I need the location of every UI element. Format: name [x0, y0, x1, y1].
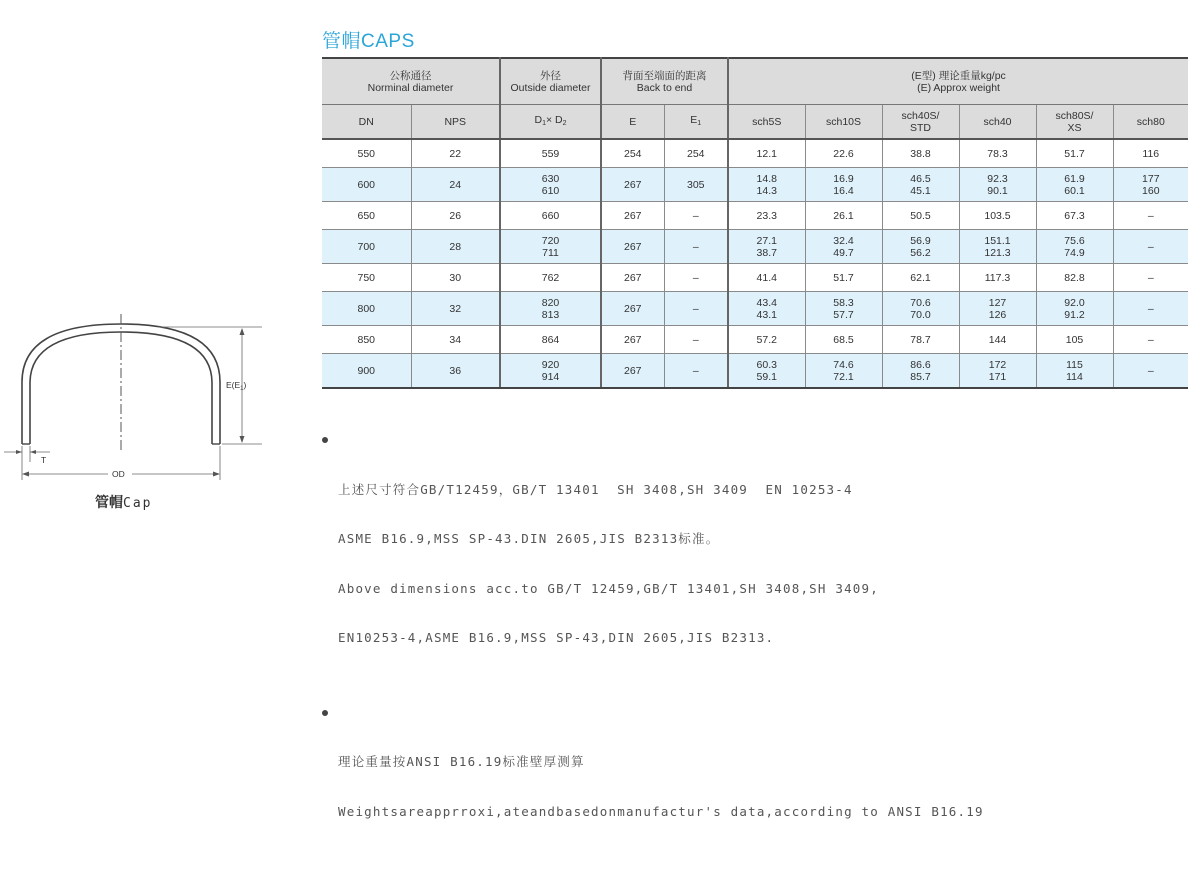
cell-e1-value: –: [692, 209, 699, 222]
cell-s5: [728, 292, 805, 326]
cell-nps-value: 26: [449, 209, 462, 222]
cell-od-value: 820: [541, 296, 560, 309]
cell-e-value: 267: [623, 333, 642, 346]
cell-e1: [664, 230, 728, 264]
cell-s80s: [1036, 230, 1113, 264]
cell-nps-value: 30: [449, 271, 462, 284]
table-row: [322, 168, 1188, 202]
cell-s80s: [1036, 168, 1113, 202]
cell-s80s: [1036, 326, 1113, 354]
cell-od: [500, 139, 601, 168]
d1-d2-header: [500, 105, 601, 140]
cell-dn: [322, 292, 411, 326]
cell-e1: [664, 168, 728, 202]
cell-s80s-value: 105: [1065, 333, 1084, 346]
cell-od-value: 559: [541, 147, 560, 160]
cell-s5-value: 41.4: [756, 271, 777, 284]
od-en: Outside diameter: [510, 81, 591, 94]
cell-od-value: 630: [541, 172, 560, 185]
e1-main: E: [690, 113, 698, 126]
cell-dn-value: 800: [357, 302, 376, 315]
table-row: [322, 139, 1188, 168]
cell-s40-value: 78.3: [987, 147, 1008, 160]
cell-nps-value: 22: [449, 147, 462, 160]
cell-e-value: 267: [623, 240, 642, 253]
cell-nps: [411, 292, 500, 326]
cell-dn: [322, 230, 411, 264]
cell-s80s: [1036, 354, 1113, 389]
cell-s5-value: 14.8: [756, 172, 777, 185]
cell-e1: [664, 326, 728, 354]
sch80s-header: [1036, 105, 1113, 140]
cell-s10: [805, 202, 882, 230]
cell-s5-value-2: 38.7: [756, 246, 777, 259]
cell-s40s-value: 62.1: [910, 271, 931, 284]
note2-line2: Weightsareapprroxi,ateandbasedonmanufactur's data,according to ANSI B16.19: [338, 803, 984, 819]
outside-diameter-header: [500, 58, 601, 105]
cell-s40s: [882, 168, 959, 202]
sch40s-a: sch40S/: [901, 109, 940, 122]
approx-weight-header: [728, 58, 1188, 105]
cell-e: [601, 230, 664, 264]
nominal-en: Norminal diameter: [367, 81, 454, 94]
cell-nps-value: 24: [449, 178, 462, 191]
cell-s40s: [882, 354, 959, 389]
cell-s80-value: –: [1147, 209, 1154, 222]
caption-en: Cap: [123, 496, 153, 511]
cell-s40-value-2: 121.3: [984, 246, 1011, 259]
cell-s10: [805, 230, 882, 264]
note-standards: [322, 432, 984, 680]
cell-s5-value-2: 43.1: [756, 308, 777, 321]
cell-s80-value: –: [1147, 240, 1154, 253]
cell-nps: [411, 264, 500, 292]
od-cn: 外径: [540, 69, 561, 82]
cell-s40-value: 172: [988, 358, 1007, 371]
sch80-header: sch80: [1113, 105, 1188, 140]
cell-e1-value: 254: [686, 147, 705, 160]
cell-s80: [1113, 264, 1188, 292]
table-body: [322, 139, 1188, 388]
cell-e: [601, 168, 664, 202]
cell-dn-value: 650: [357, 209, 376, 222]
cell-s40-value-2: 90.1: [987, 184, 1008, 197]
cell-s40s-value: 50.5: [910, 209, 931, 222]
bullet-icon: [322, 437, 328, 443]
sch80s-a: sch80S/: [1055, 109, 1094, 122]
sch80s-b: XS: [1067, 121, 1082, 134]
cell-od: [500, 264, 601, 292]
cell-od-value: 864: [541, 333, 560, 346]
cell-s80s-value: 75.6: [1064, 234, 1085, 247]
cell-s10: [805, 139, 882, 168]
nominal-diameter-header: [322, 58, 500, 105]
cell-s10-value-2: 16.4: [833, 184, 854, 197]
cell-s40s-value: 78.7: [910, 333, 931, 346]
cell-s80s-value-2: 60.1: [1064, 184, 1085, 197]
cell-dn-value: 600: [357, 178, 376, 191]
cell-s80s-value: 92.0: [1064, 296, 1085, 309]
cell-s5-value-2: 59.1: [756, 370, 777, 383]
cell-s40-value: 127: [988, 296, 1007, 309]
table-row: [322, 292, 1188, 326]
cell-s80s-value: 67.3: [1064, 209, 1085, 222]
cell-s10: [805, 326, 882, 354]
cell-e-value: 267: [623, 178, 642, 191]
cell-s10: [805, 292, 882, 326]
cell-s40s: [882, 326, 959, 354]
e1-header: [664, 105, 728, 140]
cell-e1: [664, 292, 728, 326]
back-cn: 背面至端面的距离: [622, 69, 707, 82]
cell-s80s: [1036, 139, 1113, 168]
cell-nps-value: 32: [449, 302, 462, 315]
cap-drawing: [0, 310, 280, 490]
cell-e1-value: –: [692, 364, 699, 377]
cell-s80s-value: 61.9: [1064, 172, 1085, 185]
cell-s10-value-2: 72.1: [833, 370, 854, 383]
cell-s5-value-2: 14.3: [756, 184, 777, 197]
cell-s10: [805, 354, 882, 389]
cell-s40s-value: 70.6: [910, 296, 931, 309]
cell-s40s: [882, 264, 959, 292]
cell-s80s-value-2: 114: [1066, 370, 1083, 383]
back-en: Back to end: [636, 81, 693, 94]
cell-od-value-2: 813: [541, 308, 560, 321]
cell-s10-value: 58.3: [833, 296, 854, 309]
cell-s10-value: 16.9: [833, 172, 854, 185]
cell-od-value-2: 610: [541, 184, 560, 197]
cell-s80: [1113, 168, 1188, 202]
cell-dn-value: 900: [357, 364, 376, 377]
cell-s80: [1113, 354, 1188, 389]
cell-e1-value: 305: [686, 178, 705, 191]
cell-e1: [664, 264, 728, 292]
cell-s5: [728, 326, 805, 354]
cell-e1-value: –: [692, 302, 699, 315]
cell-s10-value: 74.6: [833, 358, 854, 371]
cell-s40-value: 103.5: [984, 209, 1011, 222]
cell-s10: [805, 264, 882, 292]
cell-od-value: 720: [541, 234, 560, 247]
t-dim-label: T: [41, 455, 47, 465]
note-weights: [322, 705, 984, 854]
caps-table: [322, 57, 1188, 389]
cell-s10-value: 22.6: [833, 147, 854, 160]
table-row: [322, 354, 1188, 389]
e-dim-label: $E(E_1)$: [226, 380, 247, 392]
cell-nps-value: 36: [449, 364, 462, 377]
cell-od-value: 920: [541, 358, 560, 371]
cell-dn: [322, 139, 411, 168]
cell-e1: [664, 354, 728, 389]
cell-s10-value-2: 57.7: [833, 308, 854, 321]
cell-s80s-value-2: 74.9: [1064, 246, 1085, 259]
cell-od-value-2: 914: [541, 370, 560, 383]
cell-dn-value: 550: [357, 147, 376, 160]
cell-s10-value-2: 49.7: [833, 246, 854, 259]
cell-dn: [322, 202, 411, 230]
cell-s10-value: 26.1: [833, 209, 854, 222]
note1-line2: ASME B16.9,MSS SP-43.DIN 2605,JIS B2313标准。: [338, 531, 720, 546]
cell-e1-value: –: [692, 240, 699, 253]
cap-caption: [95, 492, 152, 512]
table-row: [322, 230, 1188, 264]
cell-s40-value-2: 126: [988, 308, 1007, 321]
cell-s80s: [1036, 292, 1113, 326]
cell-s40: [959, 354, 1036, 389]
cell-s10-value: 51.7: [833, 271, 854, 284]
note2-line1: 理论重量按ANSI B16.19标准壁厚测算: [338, 754, 585, 769]
cell-e-value: 267: [623, 364, 642, 377]
cell-od-value: 762: [541, 271, 560, 284]
cell-s80s: [1036, 264, 1113, 292]
cell-s80s-value-2: 91.2: [1064, 308, 1085, 321]
table-row: [322, 202, 1188, 230]
cell-s80-value: –: [1147, 364, 1154, 377]
cell-s40s-value: 38.8: [910, 147, 931, 160]
note1-line4: EN10253-4,ASME B16.9,MSS SP-43,DIN 2605,JIS B2313.: [338, 630, 775, 645]
cell-od: [500, 168, 601, 202]
cell-s40: [959, 326, 1036, 354]
d-sub2: 2: [562, 119, 567, 127]
cell-nps: [411, 326, 500, 354]
cell-e-value: 267: [623, 271, 642, 284]
cell-nps: [411, 168, 500, 202]
cell-s5: [728, 139, 805, 168]
cell-s80: [1113, 230, 1188, 264]
e-arrow-bottom: [240, 436, 245, 443]
table-row: [322, 264, 1188, 292]
caption-cn: 管帽: [95, 495, 123, 511]
cell-nps: [411, 139, 500, 168]
cell-e: [601, 354, 664, 389]
cell-s80: [1113, 202, 1188, 230]
cell-s40s: [882, 139, 959, 168]
od-arrow-right: [213, 472, 220, 477]
note1-line1: 上述尺寸符合GB/T12459，GB/T 13401 SH 3408,SH 3409 EN 10253-4: [338, 481, 853, 497]
d-main: D: [534, 113, 543, 126]
cell-s40s: [882, 292, 959, 326]
cell-s40: [959, 139, 1036, 168]
t-arrow-right: [30, 450, 36, 454]
cell-dn-value: 850: [357, 333, 376, 346]
cell-s80: [1113, 292, 1188, 326]
cell-s10-value: 68.5: [833, 333, 854, 346]
cell-s80s-value: 82.8: [1064, 271, 1085, 284]
sch40-header: sch40: [959, 105, 1036, 140]
table-row: [322, 326, 1188, 354]
cell-e1: [664, 139, 728, 168]
cell-od: [500, 202, 601, 230]
e1-sub: 1: [697, 119, 702, 127]
cell-e1-value: –: [692, 271, 699, 284]
cell-s5: [728, 354, 805, 389]
cell-e: [601, 139, 664, 168]
cell-s80s: [1036, 202, 1113, 230]
page-title: 管帽CAPS: [322, 31, 415, 52]
weight-cn: (E型) 理论重量kg/pc: [911, 69, 1006, 82]
cell-s40s-value-2: 45.1: [910, 184, 931, 197]
cell-e1-value: –: [692, 333, 699, 346]
cell-s40-value: 117.3: [984, 271, 1011, 284]
header-row-2: [322, 105, 1188, 140]
cell-e-value: 254: [623, 147, 642, 160]
cell-nps-value: 28: [449, 240, 462, 253]
cell-s40: [959, 292, 1036, 326]
cell-s80: [1113, 139, 1188, 168]
cell-dn-value: 750: [357, 271, 376, 284]
cell-nps-value: 34: [449, 333, 462, 346]
cell-s80s-value: 51.7: [1064, 147, 1085, 160]
cell-e: [601, 326, 664, 354]
cell-dn: [322, 168, 411, 202]
sch40s-b: STD: [910, 121, 931, 134]
cell-e: [601, 264, 664, 292]
cell-s40: [959, 230, 1036, 264]
cell-s40s-value-2: 70.0: [910, 308, 931, 321]
cell-nps: [411, 202, 500, 230]
cell-s40s: [882, 230, 959, 264]
cell-s40s-value: 46.5: [910, 172, 931, 185]
e-arrow-top: [240, 328, 245, 335]
cell-e: [601, 202, 664, 230]
cell-s5-value: 43.4: [756, 296, 777, 309]
sch5s-header: sch5S: [728, 105, 805, 140]
cell-s80-value-2: 160: [1142, 184, 1160, 197]
od-dim-label: OD: [112, 469, 125, 479]
d-sub1: 1: [542, 119, 546, 127]
nominal-cn: 公称通径: [389, 69, 432, 82]
cell-s40: [959, 264, 1036, 292]
nps-header: NPS: [411, 105, 500, 140]
cell-e: [601, 292, 664, 326]
cell-dn: [322, 326, 411, 354]
bullet-icon: [322, 710, 328, 716]
header-row-1: [322, 58, 1188, 105]
cell-s40s-value-2: 56.2: [910, 246, 931, 259]
cell-s5-value: 27.1: [756, 234, 777, 247]
sch10s-header: sch10S: [805, 105, 882, 140]
cell-s5: [728, 202, 805, 230]
cell-s40-value: 92.3: [987, 172, 1008, 185]
e-header: E: [601, 105, 664, 140]
cell-dn: [322, 264, 411, 292]
cell-od: [500, 230, 601, 264]
d-times: × D: [545, 113, 563, 126]
cell-s5: [728, 168, 805, 202]
cell-s80-value: –: [1147, 271, 1154, 284]
sch40s-header: [882, 105, 959, 140]
cell-nps: [411, 230, 500, 264]
t-arrow-left: [16, 450, 22, 454]
cell-s5-value: 57.2: [756, 333, 777, 346]
cell-s40s-value-2: 85.7: [910, 370, 931, 383]
cell-s10-value: 32.4: [833, 234, 854, 247]
cell-od-value-2: 711: [542, 246, 559, 259]
cell-e1: [664, 202, 728, 230]
cell-s80-value: 177: [1142, 172, 1160, 185]
notes: [322, 432, 984, 878]
od-arrow-left: [22, 472, 29, 477]
cell-s80-value: –: [1147, 333, 1154, 346]
cell-s40: [959, 168, 1036, 202]
note1-line3: Above dimensions acc.to GB/T 12459,GB/T 13401,SH 3408,SH 3409,: [338, 580, 879, 596]
cell-s40: [959, 202, 1036, 230]
cell-s5: [728, 264, 805, 292]
cell-s40s: [882, 202, 959, 230]
cell-s40-value-2: 171: [988, 370, 1007, 383]
back-to-end-header: [601, 58, 728, 105]
cell-s40-value: 151.1: [984, 234, 1011, 247]
cell-od: [500, 292, 601, 326]
cell-od: [500, 326, 601, 354]
cell-od-value: 660: [541, 209, 560, 222]
cell-s80-value: 116: [1142, 147, 1160, 160]
cell-s5: [728, 230, 805, 264]
cell-s5-value: 60.3: [756, 358, 777, 371]
cell-dn-value: 700: [357, 240, 376, 253]
cell-s80-value: –: [1147, 302, 1154, 315]
cell-s40s-value: 86.6: [910, 358, 931, 371]
cell-s5-value: 12.1: [756, 147, 777, 160]
dn-header: DN: [322, 105, 411, 140]
cell-od: [500, 354, 601, 389]
cell-s10: [805, 168, 882, 202]
cell-s5-value: 23.3: [756, 209, 777, 222]
weight-en: (E) Approx weight: [917, 81, 1000, 94]
cell-e-value: 267: [623, 209, 642, 222]
cell-e-value: 267: [623, 302, 642, 315]
cell-s40s-value: 56.9: [910, 234, 931, 247]
cell-s80: [1113, 326, 1188, 354]
cell-dn: [322, 354, 411, 389]
cell-s80s-value: 115: [1066, 358, 1083, 371]
cell-s40-value: 144: [988, 333, 1007, 346]
cell-nps: [411, 354, 500, 389]
